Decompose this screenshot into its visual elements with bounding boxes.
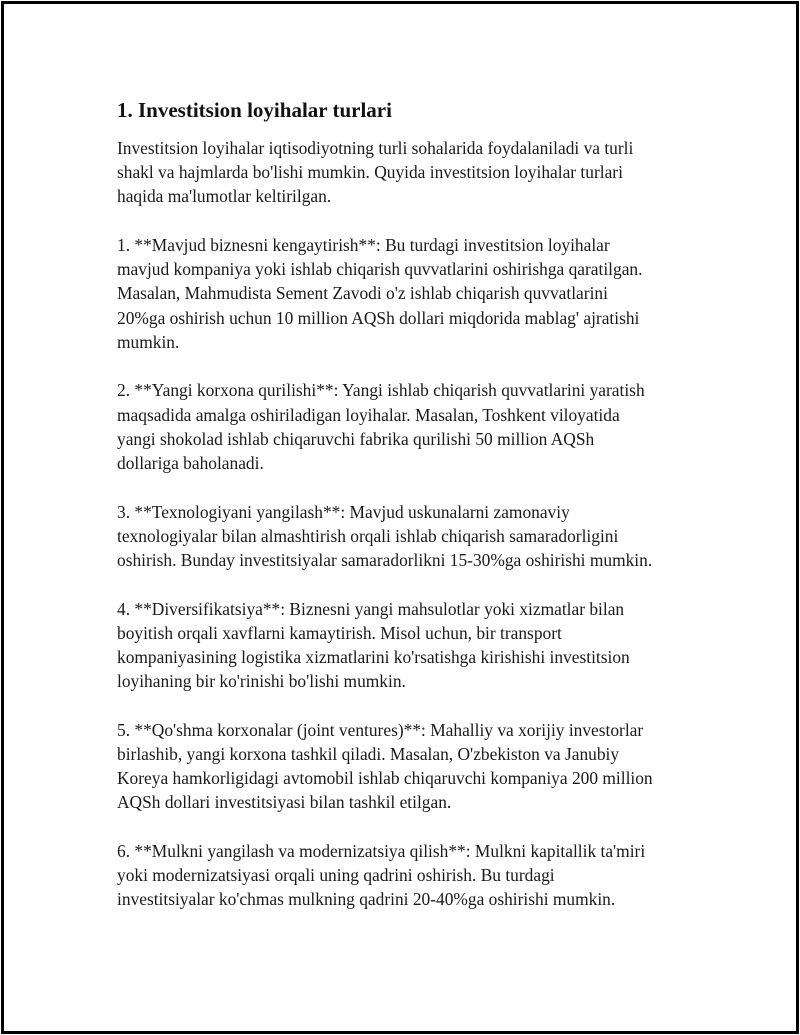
paragraph-line: 1. **Mavjud biznesni kengaytirish**: Bu turdagi investitsion loyihalar	[117, 235, 610, 255]
paragraph-line: boyitish orqali xavflarni kamaytirish. Misol uchun, bir transport	[117, 622, 562, 643]
paragraph-line: 5. **Qo'shma korxonalar (joint ventures)**: Mahalliy va xorijiy investorlar	[117, 719, 644, 740]
paragraph-line: 20%ga oshirish uchun 10 million AQSh dollari miqdorida mablag' ajratishi	[117, 307, 640, 328]
paragraph-line: Koreya hamkorligidagi avtomobil ishlab chiqaruvchi kompaniya 200 million	[117, 768, 653, 789]
paragraph-line: mavjud kompaniya yoki ishlab chiqarish quvvatlarini oshirishga qaratilgan.	[117, 259, 643, 280]
paragraph-line: haqida ma'lumotlar keltirilgan.	[117, 186, 332, 207]
paragraph-line: 3. **Texnologiyani yangilash**: Mavjud uskunalarni zamonaviy	[117, 501, 570, 522]
list-item-5-paragraph	[117, 718, 697, 815]
list-item-1-paragraph	[117, 233, 697, 354]
list-item-3-paragraph	[117, 500, 697, 573]
paragraph-line: yangi shokolad ishlab chiqaruvchi fabrika qurilishi 50 million AQSh	[117, 428, 595, 449]
paragraph-line: yoki modernizatsiyasi orqali uning qadrini oshirish. Bu turdagi	[117, 865, 555, 886]
paragraph-line: loyihaning bir ko'rinishi bo'lishi mumkin.	[117, 671, 406, 692]
paragraph-line: birlashib, yangi korxona tashkil qiladi. Masalan, O'zbekiston va Janubiy	[117, 744, 620, 765]
list-item-4-paragraph	[117, 597, 697, 694]
paragraph-line: 4. **Diversifikatsiya**: Biznesni yangi mahsulotlar yoki xizmatlar bilan	[117, 598, 625, 619]
list-item-2-paragraph	[117, 378, 697, 475]
paragraph-line: dollariga baholanadi.	[117, 453, 264, 474]
document-content	[117, 97, 697, 936]
paragraph-line: shakl va hajmlarda bo'lishi mumkin. Quyida investitsion loyihalar turlari	[117, 162, 623, 183]
paragraph-line: AQSh dollari investitsiyasi bilan tashkil etilgan.	[117, 792, 452, 813]
paragraph-line: 2. **Yangi korxona qurilishi**: Yangi ishlab chiqarish quvvatlarini yaratish	[117, 380, 645, 401]
paragraph-line: kompaniyasining logistika xizmatlarini ko'rsatishga kirishishi investitsion	[117, 647, 630, 668]
paragraph-line: maqsadida amalga oshiriladigan loyihalar. Masalan, Toshkent viloyatida	[117, 404, 620, 425]
paragraph-line: Investitsion loyihalar iqtisodiyotning turli sohalarida foydalaniladi va turli	[117, 138, 634, 158]
section-heading: 1. Investitsion loyihalar turlari	[117, 98, 392, 122]
paragraph-line: mumkin.	[117, 331, 180, 352]
paragraph-line: oshirish. Bunday investitsiyalar samaradorlikni 15-30%ga oshirishi mumkin.	[117, 550, 653, 571]
paragraph-line: texnologiyalar bilan almashtirish orqali ishlab chiqarish samaradorligini	[117, 525, 619, 546]
document-page	[1, 1, 799, 1034]
intro-paragraph	[117, 136, 697, 209]
list-item-6-paragraph	[117, 839, 697, 912]
paragraph-line: investitsiyalar ko'chmas mulkning qadrini 20-40%ga oshirishi mumkin.	[117, 889, 616, 910]
paragraph-line: 6. **Mulkni yangilash va modernizatsiya qilish**: Mulkni kapitallik ta'miri	[117, 841, 646, 862]
paragraph-line: Masalan, Mahmudista Sement Zavodi o'z ishlab chiqarish quvvatlarini	[117, 283, 608, 304]
